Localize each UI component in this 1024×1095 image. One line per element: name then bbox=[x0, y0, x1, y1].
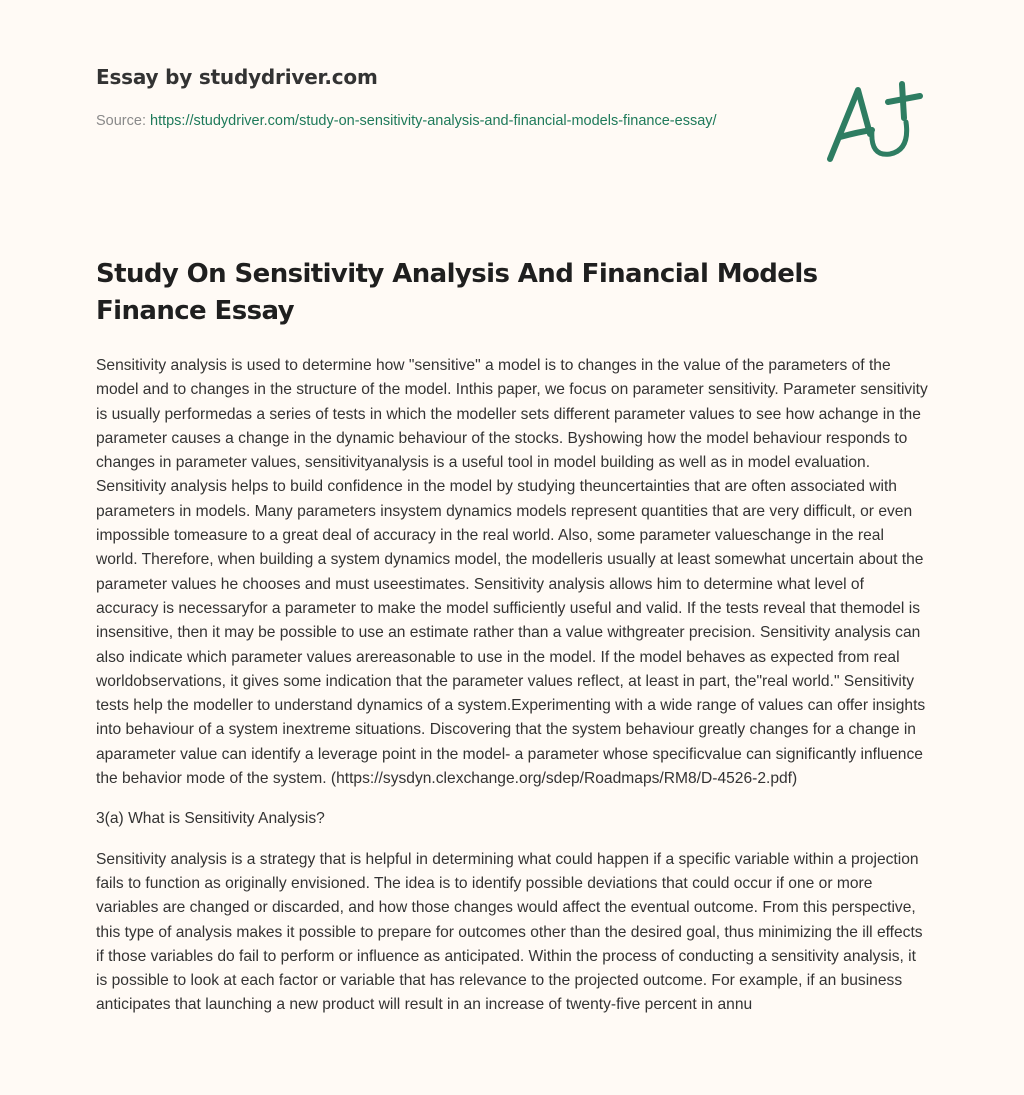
paragraph: Sensitivity analysis is a strategy that is helpful in determining what could happen if a specific variable within a projection fails to function as originally envisioned. The idea is to identify possible deviations that could occur if one or more variables are changed or discarded, and how those changes would affect the eventual outcome. From this perspective, this type of analysis makes it possible to prepare for outcomes other than the desired goal, thus minimizing the ill effects if those variables do fail to perform or influence as anticipated. Within the process of conducting a sensitivity analysis, it is possible to look at each factor or variable that has relevance to the projected outcome. For example, if an business anticipates that launching a new product will result in an increase of twenty-five percent in annu bbox=[96, 850, 923, 1014]
source-link[interactable]: https://studydriver.com/study-on-sensitivity-analysis-and-financial-models-finance-essay/ bbox=[150, 113, 717, 129]
site-brand: Essay by studydriver.com bbox=[96, 65, 378, 89]
source-label: Source: bbox=[96, 113, 150, 129]
article-body bbox=[96, 354, 928, 1034]
source-line bbox=[96, 110, 776, 133]
section-subheading: 3(a) What is Sensitivity Analysis? bbox=[96, 810, 325, 828]
article-title: Study On Sensitivity Analysis And Financial Models Finance Essay bbox=[96, 259, 818, 326]
essay-header bbox=[96, 62, 776, 133]
paragraph: Sensitivity analysis is used to determine how "sensitive" a model is to changes in the value of the parameters of the model and to changes in the structure of the model. Inthis paper, we focus on parameter sensitivity. Parameter sensitivity is usually performedas a series of tests in which the modeller sets different parameter values to see how achange in the parameter causes a change in the dynamic behaviour of the stocks. Byshowing how the model behaviour responds to changes in parameter values, sensitivityanalysis is a useful tool in model building as well as in model evaluation. Sensitivity analysis helps to build confidence in the model by studying theuncertainties that are often associated with parameters in models. Many parameters insystem dynamics models represent quantities that are very difficult, or even impossible tomeasure to a great deal of accuracy in the real world. Also, some parameter valueschange in the real world. Therefore, when building a system dynamics model, the modelleris usually at least somewhat uncertain about the parameter values he chooses and must useestimates. Sensitivity analysis allows him to determine what level of accuracy is necessaryfor a parameter to make the model sufficiently useful and valid. If the tests reveal that themodel is insensitive, then it may be possible to use an estimate rather than a value withgreater precision. Sensitivity analysis can also indicate which parameter values arereasonable to use in the model. If the model behaves as expected from real worldobservations, it gives some indication that the parameter values reflect, at least in part, the"real world." Sensitivity tests help the modeller to understand dynamics of a system.Experimenting with a wide range of values can offer insights into behaviour of a system inextreme situations. Discovering that the system behaviour greatly changes for a change in aparameter value can identify a leverage point in the model- a parameter whose specificvalue can significantly influence the behavior mode of the system. (https://sysdyn.clexchange.org/sdep/Roadmaps/RM8/D-4526-2.pdf) bbox=[96, 357, 928, 788]
a-plus-grade-icon bbox=[820, 62, 930, 172]
